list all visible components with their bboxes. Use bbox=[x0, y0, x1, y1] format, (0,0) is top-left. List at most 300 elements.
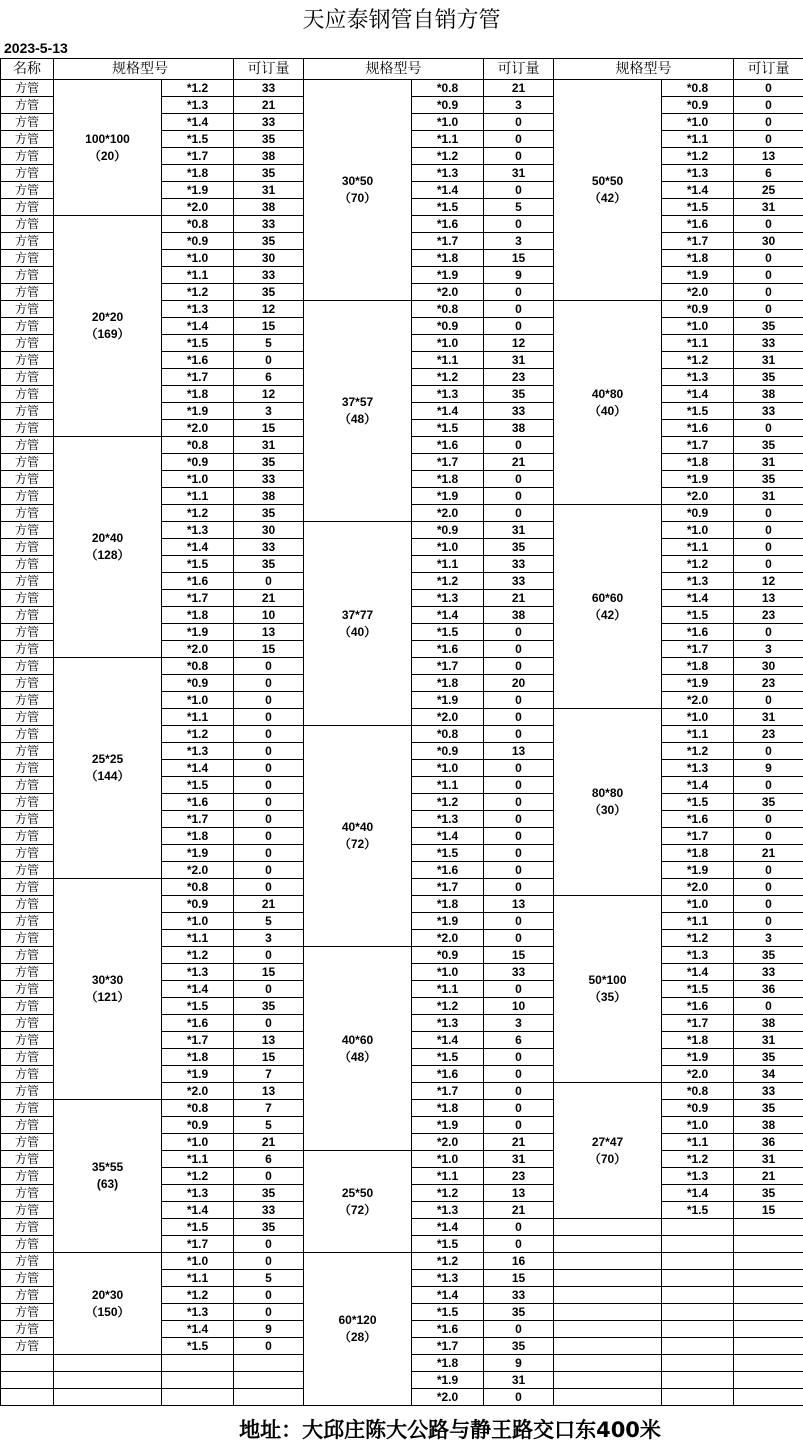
quantity-cell: 0 bbox=[234, 777, 304, 794]
quantity-cell: 23 bbox=[734, 607, 803, 624]
empty-cell bbox=[554, 1304, 662, 1321]
product-name-cell: 方管 bbox=[1, 1270, 54, 1287]
thickness-cell: *1.3 bbox=[412, 386, 484, 403]
thickness-cell: *1.2 bbox=[162, 947, 234, 964]
thickness-cell: *1.0 bbox=[662, 318, 734, 335]
thickness-cell: *1.3 bbox=[162, 964, 234, 981]
empty-cell bbox=[734, 1321, 803, 1338]
product-name-cell: 方管 bbox=[1, 1134, 54, 1151]
size-spec-cell bbox=[554, 709, 662, 896]
quantity-cell: 0 bbox=[484, 845, 554, 862]
thickness-cell: *1.5 bbox=[662, 794, 734, 811]
product-name-cell: 方管 bbox=[1, 777, 54, 794]
product-name-cell: 方管 bbox=[1, 505, 54, 522]
thickness-cell: *1.6 bbox=[412, 641, 484, 658]
stock-table bbox=[0, 58, 803, 1406]
quantity-cell: 0 bbox=[484, 437, 554, 454]
empty-cell bbox=[554, 1321, 662, 1338]
quantity-cell: 0 bbox=[484, 692, 554, 709]
thickness-cell: *1.0 bbox=[162, 692, 234, 709]
product-name-cell: 方管 bbox=[1, 165, 54, 182]
size-label: 37*57 bbox=[341, 395, 374, 409]
empty-cell bbox=[554, 1338, 662, 1355]
quantity-cell: 13 bbox=[484, 743, 554, 760]
empty-cell bbox=[662, 1338, 734, 1355]
quantity-cell: 0 bbox=[484, 760, 554, 777]
size-label: 50*50 bbox=[591, 174, 624, 188]
product-name-cell: 方管 bbox=[1, 1287, 54, 1304]
thickness-cell: *1.9 bbox=[412, 692, 484, 709]
quantity-cell: 21 bbox=[234, 896, 304, 913]
product-name-cell: 方管 bbox=[1, 539, 54, 556]
quantity-cell: 0 bbox=[484, 505, 554, 522]
product-name-cell: 方管 bbox=[1, 437, 54, 454]
size-label: 80*80 bbox=[591, 786, 624, 800]
thickness-cell: *1.3 bbox=[412, 1015, 484, 1032]
thickness-cell: *1.9 bbox=[162, 624, 234, 641]
table-row bbox=[1, 80, 803, 97]
quantity-cell: 0 bbox=[484, 1066, 554, 1083]
header-qty: 可订量 bbox=[734, 59, 803, 80]
size-spec-cell bbox=[554, 505, 662, 709]
quantity-cell: 0 bbox=[234, 743, 304, 760]
quantity-cell: 5 bbox=[484, 199, 554, 216]
thickness-cell: *1.4 bbox=[162, 760, 234, 777]
product-name-cell: 方管 bbox=[1, 369, 54, 386]
thickness-cell: *1.3 bbox=[662, 573, 734, 590]
quantity-cell: 21 bbox=[234, 1134, 304, 1151]
thickness-cell: *1.0 bbox=[412, 335, 484, 352]
quantity-cell: 21 bbox=[484, 454, 554, 471]
thickness-cell: *1.5 bbox=[412, 199, 484, 216]
quantity-cell: 0 bbox=[484, 131, 554, 148]
size-label: 35*55 bbox=[91, 1160, 124, 1174]
thickness-cell: *1.0 bbox=[412, 760, 484, 777]
quantity-cell: 10 bbox=[484, 998, 554, 1015]
thickness-cell: *2.0 bbox=[662, 488, 734, 505]
thickness-cell: *1.2 bbox=[662, 352, 734, 369]
quantity-cell: 16 bbox=[484, 1253, 554, 1270]
product-name-cell: 方管 bbox=[1, 284, 54, 301]
thickness-cell: *0.8 bbox=[162, 437, 234, 454]
quantity-cell: 6 bbox=[234, 369, 304, 386]
quantity-cell: 35 bbox=[234, 454, 304, 471]
thickness-cell: *1.6 bbox=[162, 573, 234, 590]
empty-cell bbox=[662, 1236, 734, 1253]
quantity-cell: 0 bbox=[484, 862, 554, 879]
quantity-cell: 35 bbox=[234, 284, 304, 301]
product-name-cell: 方管 bbox=[1, 760, 54, 777]
thickness-cell: *1.4 bbox=[662, 1185, 734, 1202]
quantity-cell: 0 bbox=[234, 1338, 304, 1355]
empty-cell bbox=[662, 1287, 734, 1304]
report-date: 2023-5-13 bbox=[4, 40, 68, 56]
thickness-cell: *1.6 bbox=[412, 437, 484, 454]
product-name-cell: 方管 bbox=[1, 811, 54, 828]
thickness-cell: *0.9 bbox=[662, 301, 734, 318]
thickness-cell: *1.2 bbox=[662, 148, 734, 165]
size-spec-cell bbox=[554, 1083, 662, 1219]
thickness-cell: *1.0 bbox=[662, 896, 734, 913]
thickness-cell: *1.6 bbox=[412, 216, 484, 233]
empty-cell bbox=[554, 1219, 662, 1236]
size-label: 50*100 bbox=[588, 973, 627, 987]
thickness-cell: *2.0 bbox=[412, 1389, 484, 1406]
product-name-cell: 方管 bbox=[1, 1015, 54, 1032]
size-label: 30*50 bbox=[341, 174, 374, 188]
quantity-cell: 0 bbox=[234, 675, 304, 692]
quantity-cell: 0 bbox=[484, 1117, 554, 1134]
quantity-cell: 35 bbox=[234, 556, 304, 573]
empty-cell bbox=[734, 1253, 803, 1270]
thickness-cell: *1.3 bbox=[162, 1304, 234, 1321]
quantity-cell: 33 bbox=[484, 573, 554, 590]
quantity-cell: 31 bbox=[734, 1032, 803, 1049]
quantity-cell: 35 bbox=[734, 471, 803, 488]
quantity-cell: 12 bbox=[484, 335, 554, 352]
quantity-cell: 13 bbox=[234, 624, 304, 641]
quantity-cell: 0 bbox=[734, 879, 803, 896]
quantity-cell: 3 bbox=[484, 233, 554, 250]
thickness-cell: *1.0 bbox=[412, 539, 484, 556]
quantity-cell: 35 bbox=[734, 1185, 803, 1202]
size-label: 20*30 bbox=[91, 1287, 124, 1302]
quantity-cell: 0 bbox=[484, 1321, 554, 1338]
quantity-cell: 35 bbox=[734, 318, 803, 335]
thickness-cell: *1.5 bbox=[412, 420, 484, 437]
size-total: (63) bbox=[96, 1177, 119, 1191]
size-spec-cell bbox=[304, 1253, 412, 1406]
thickness-cell: *1.0 bbox=[162, 1253, 234, 1270]
quantity-cell: 0 bbox=[234, 1015, 304, 1032]
thickness-cell: *1.8 bbox=[412, 675, 484, 692]
quantity-cell: 0 bbox=[484, 488, 554, 505]
thickness-cell: *0.8 bbox=[412, 301, 484, 318]
thickness-cell: *1.1 bbox=[162, 709, 234, 726]
thickness-cell: *2.0 bbox=[162, 1083, 234, 1100]
quantity-cell: 30 bbox=[734, 658, 803, 675]
product-name-cell: 方管 bbox=[1, 267, 54, 284]
quantity-cell: 31 bbox=[734, 352, 803, 369]
thickness-cell: *1.8 bbox=[162, 165, 234, 182]
size-spec-cell bbox=[304, 301, 412, 522]
quantity-cell: 34 bbox=[734, 1066, 803, 1083]
quantity-cell: 0 bbox=[734, 505, 803, 522]
quantity-cell: 0 bbox=[484, 284, 554, 301]
product-name-cell: 方管 bbox=[1, 97, 54, 114]
quantity-cell: 31 bbox=[734, 709, 803, 726]
thickness-cell: *1.0 bbox=[412, 114, 484, 131]
thickness-cell: *1.3 bbox=[162, 522, 234, 539]
quantity-cell: 21 bbox=[484, 590, 554, 607]
size-total: （72） bbox=[338, 837, 377, 851]
quantity-cell: 38 bbox=[234, 488, 304, 505]
empty-cell bbox=[662, 1372, 734, 1389]
thickness-cell: *1.6 bbox=[662, 624, 734, 641]
quantity-cell: 0 bbox=[484, 1389, 554, 1406]
thickness-cell: *1.2 bbox=[662, 930, 734, 947]
quantity-cell: 31 bbox=[484, 1151, 554, 1168]
thickness-cell: *1.0 bbox=[662, 522, 734, 539]
quantity-cell: 3 bbox=[234, 403, 304, 420]
product-name-cell: 方管 bbox=[1, 743, 54, 760]
size-total: （121） bbox=[85, 990, 130, 1004]
thickness-cell: *2.0 bbox=[662, 1066, 734, 1083]
quantity-cell: 21 bbox=[484, 1134, 554, 1151]
quantity-cell: 0 bbox=[734, 692, 803, 709]
thickness-cell: *0.9 bbox=[662, 1100, 734, 1117]
quantity-cell: 33 bbox=[234, 114, 304, 131]
size-spec-cell bbox=[554, 896, 662, 1083]
thickness-cell: *1.8 bbox=[162, 386, 234, 403]
quantity-cell: 0 bbox=[234, 709, 304, 726]
quantity-cell: 38 bbox=[484, 420, 554, 437]
quantity-cell: 0 bbox=[484, 913, 554, 930]
thickness-cell: *1.8 bbox=[162, 607, 234, 624]
quantity-cell: 0 bbox=[734, 913, 803, 930]
thickness-cell: *1.4 bbox=[662, 386, 734, 403]
product-name-cell: 方管 bbox=[1, 148, 54, 165]
thickness-cell: *1.1 bbox=[412, 352, 484, 369]
thickness-cell: *1.7 bbox=[162, 590, 234, 607]
quantity-cell: 36 bbox=[734, 981, 803, 998]
thickness-cell: *1.8 bbox=[412, 1355, 484, 1372]
thickness-cell: *1.7 bbox=[662, 1015, 734, 1032]
size-label: 100*100 bbox=[85, 131, 130, 146]
product-name-cell: 方管 bbox=[1, 1253, 54, 1270]
product-name-cell: 方管 bbox=[1, 573, 54, 590]
quantity-cell: 21 bbox=[484, 80, 554, 97]
size-total: （72） bbox=[338, 1202, 377, 1217]
size-spec-cell bbox=[304, 726, 412, 947]
product-name-cell: 方管 bbox=[1, 658, 54, 675]
empty-cell bbox=[554, 1389, 662, 1406]
product-name-cell: 方管 bbox=[1, 590, 54, 607]
quantity-cell: 0 bbox=[734, 556, 803, 573]
quantity-cell: 0 bbox=[484, 1049, 554, 1066]
thickness-cell: *0.9 bbox=[662, 505, 734, 522]
size-total: （48） bbox=[338, 412, 377, 426]
quantity-cell: 0 bbox=[234, 1287, 304, 1304]
thickness-cell: *1.4 bbox=[662, 590, 734, 607]
empty-cell bbox=[662, 1355, 734, 1372]
thickness-cell: *1.8 bbox=[662, 658, 734, 675]
thickness-cell: *1.8 bbox=[662, 454, 734, 471]
empty-cell bbox=[234, 1355, 304, 1372]
quantity-cell: 0 bbox=[484, 828, 554, 845]
product-name-cell: 方管 bbox=[1, 1151, 54, 1168]
thickness-cell: *1.5 bbox=[412, 624, 484, 641]
product-name-cell: 方管 bbox=[1, 471, 54, 488]
quantity-cell: 38 bbox=[484, 607, 554, 624]
quantity-cell: 3 bbox=[734, 930, 803, 947]
thickness-cell: *1.3 bbox=[412, 590, 484, 607]
header-name: 名称 bbox=[1, 59, 54, 80]
quantity-cell: 12 bbox=[234, 301, 304, 318]
size-total: （20） bbox=[88, 148, 127, 163]
table-row bbox=[1, 1253, 803, 1270]
quantity-cell: 31 bbox=[484, 165, 554, 182]
product-name-cell: 方管 bbox=[1, 1066, 54, 1083]
thickness-cell: *2.0 bbox=[662, 284, 734, 301]
quantity-cell: 0 bbox=[484, 1100, 554, 1117]
thickness-cell: *1.1 bbox=[662, 726, 734, 743]
quantity-cell: 35 bbox=[234, 1185, 304, 1202]
thickness-cell: *1.5 bbox=[412, 1236, 484, 1253]
thickness-cell: *1.2 bbox=[662, 1151, 734, 1168]
product-name-cell: 方管 bbox=[1, 930, 54, 947]
thickness-cell: *1.1 bbox=[412, 777, 484, 794]
thickness-cell: *1.4 bbox=[412, 182, 484, 199]
thickness-cell: *0.9 bbox=[162, 233, 234, 250]
size-total: （128） bbox=[85, 548, 130, 562]
quantity-cell: 15 bbox=[234, 420, 304, 437]
thickness-cell: *1.5 bbox=[162, 335, 234, 352]
quantity-cell: 0 bbox=[484, 658, 554, 675]
thickness-cell: *0.9 bbox=[412, 947, 484, 964]
quantity-cell: 33 bbox=[234, 267, 304, 284]
product-name-cell: 方管 bbox=[1, 403, 54, 420]
product-name-cell: 方管 bbox=[1, 692, 54, 709]
quantity-cell: 0 bbox=[234, 981, 304, 998]
quantity-cell: 35 bbox=[234, 131, 304, 148]
quantity-cell: 6 bbox=[734, 165, 803, 182]
product-name-cell: 方管 bbox=[1, 1083, 54, 1100]
size-label: 40*40 bbox=[341, 820, 374, 834]
thickness-cell: *1.3 bbox=[162, 97, 234, 114]
quantity-cell: 21 bbox=[234, 590, 304, 607]
quantity-cell: 0 bbox=[484, 1219, 554, 1236]
quantity-cell: 0 bbox=[484, 981, 554, 998]
thickness-cell: *1.6 bbox=[662, 216, 734, 233]
quantity-cell: 0 bbox=[484, 777, 554, 794]
thickness-cell: *1.3 bbox=[662, 369, 734, 386]
quantity-cell: 13 bbox=[734, 590, 803, 607]
thickness-cell: *1.9 bbox=[162, 182, 234, 199]
empty-cell bbox=[734, 1270, 803, 1287]
header-qty: 可订量 bbox=[484, 59, 554, 80]
quantity-cell: 0 bbox=[734, 97, 803, 114]
quantity-cell: 0 bbox=[734, 216, 803, 233]
quantity-cell: 33 bbox=[734, 403, 803, 420]
quantity-cell: 0 bbox=[484, 114, 554, 131]
quantity-cell: 12 bbox=[234, 386, 304, 403]
quantity-cell: 0 bbox=[734, 131, 803, 148]
thickness-cell: *1.7 bbox=[162, 1032, 234, 1049]
thickness-cell: *1.2 bbox=[412, 369, 484, 386]
quantity-cell: 30 bbox=[234, 250, 304, 267]
quantity-cell: 0 bbox=[234, 845, 304, 862]
quantity-cell: 5 bbox=[234, 1117, 304, 1134]
quantity-cell: 35 bbox=[234, 165, 304, 182]
thickness-cell: *2.0 bbox=[412, 505, 484, 522]
quantity-cell: 0 bbox=[234, 879, 304, 896]
empty-cell bbox=[662, 1304, 734, 1321]
quantity-cell: 0 bbox=[484, 811, 554, 828]
thickness-cell: *2.0 bbox=[162, 199, 234, 216]
quantity-cell: 0 bbox=[234, 1304, 304, 1321]
quantity-cell: 23 bbox=[734, 675, 803, 692]
product-name-cell: 方管 bbox=[1, 556, 54, 573]
product-name-cell: 方管 bbox=[1, 1032, 54, 1049]
quantity-cell: 13 bbox=[234, 1083, 304, 1100]
quantity-cell: 31 bbox=[734, 1151, 803, 1168]
size-label: 25*50 bbox=[341, 1185, 374, 1200]
thickness-cell: *1.4 bbox=[162, 114, 234, 131]
thickness-cell: *1.9 bbox=[412, 913, 484, 930]
thickness-cell: *1.5 bbox=[662, 403, 734, 420]
thickness-cell: *1.9 bbox=[662, 862, 734, 879]
quantity-cell: 0 bbox=[234, 692, 304, 709]
quantity-cell: 38 bbox=[734, 1117, 803, 1134]
thickness-cell: *1.4 bbox=[412, 828, 484, 845]
thickness-cell: *2.0 bbox=[412, 1134, 484, 1151]
thickness-cell: *1.8 bbox=[162, 828, 234, 845]
thickness-cell: *1.7 bbox=[162, 1236, 234, 1253]
quantity-cell: 35 bbox=[234, 998, 304, 1015]
quantity-cell: 0 bbox=[484, 301, 554, 318]
size-label: 20*20 bbox=[91, 310, 124, 324]
thickness-cell: *2.0 bbox=[662, 692, 734, 709]
quantity-cell: 0 bbox=[234, 862, 304, 879]
thickness-cell: *1.7 bbox=[412, 879, 484, 896]
quantity-cell: 33 bbox=[484, 964, 554, 981]
quantity-cell: 33 bbox=[734, 1083, 803, 1100]
product-name-cell: 方管 bbox=[1, 1321, 54, 1338]
thickness-cell: *1.3 bbox=[412, 1202, 484, 1219]
quantity-cell: 0 bbox=[734, 743, 803, 760]
thickness-cell: *2.0 bbox=[162, 641, 234, 658]
thickness-cell: *1.2 bbox=[412, 1185, 484, 1202]
thickness-cell: *1.0 bbox=[162, 1134, 234, 1151]
product-name-cell: 方管 bbox=[1, 335, 54, 352]
size-spec-cell bbox=[304, 522, 412, 726]
quantity-cell: 0 bbox=[484, 930, 554, 947]
product-name-cell bbox=[1, 1355, 54, 1372]
thickness-cell: *1.4 bbox=[412, 1287, 484, 1304]
quantity-cell: 30 bbox=[734, 233, 803, 250]
empty-cell bbox=[162, 1389, 234, 1406]
size-label: 60*60 bbox=[591, 590, 624, 605]
quantity-cell: 0 bbox=[734, 777, 803, 794]
quantity-cell: 15 bbox=[234, 1049, 304, 1066]
thickness-cell: *1.4 bbox=[162, 1321, 234, 1338]
thickness-cell: *1.5 bbox=[412, 845, 484, 862]
quantity-cell: 0 bbox=[484, 1083, 554, 1100]
thickness-cell: *1.1 bbox=[662, 1134, 734, 1151]
thickness-cell: *1.9 bbox=[412, 1117, 484, 1134]
thickness-cell: *1.3 bbox=[662, 165, 734, 182]
product-name-cell: 方管 bbox=[1, 845, 54, 862]
thickness-cell: *1.9 bbox=[662, 1049, 734, 1066]
quantity-cell: 0 bbox=[234, 352, 304, 369]
quantity-cell: 0 bbox=[734, 862, 803, 879]
quantity-cell: 0 bbox=[234, 1253, 304, 1270]
thickness-cell: *1.9 bbox=[412, 488, 484, 505]
quantity-cell: 33 bbox=[234, 539, 304, 556]
quantity-cell: 35 bbox=[734, 437, 803, 454]
quantity-cell: 3 bbox=[484, 1015, 554, 1032]
quantity-cell: 21 bbox=[734, 845, 803, 862]
thickness-cell: *1.5 bbox=[162, 777, 234, 794]
product-name-cell: 方管 bbox=[1, 233, 54, 250]
thickness-cell: *1.7 bbox=[412, 658, 484, 675]
product-name-cell: 方管 bbox=[1, 488, 54, 505]
product-name-cell: 方管 bbox=[1, 352, 54, 369]
size-label: 20*40 bbox=[91, 531, 124, 545]
quantity-cell: 0 bbox=[734, 522, 803, 539]
thickness-cell: *1.7 bbox=[412, 1338, 484, 1355]
